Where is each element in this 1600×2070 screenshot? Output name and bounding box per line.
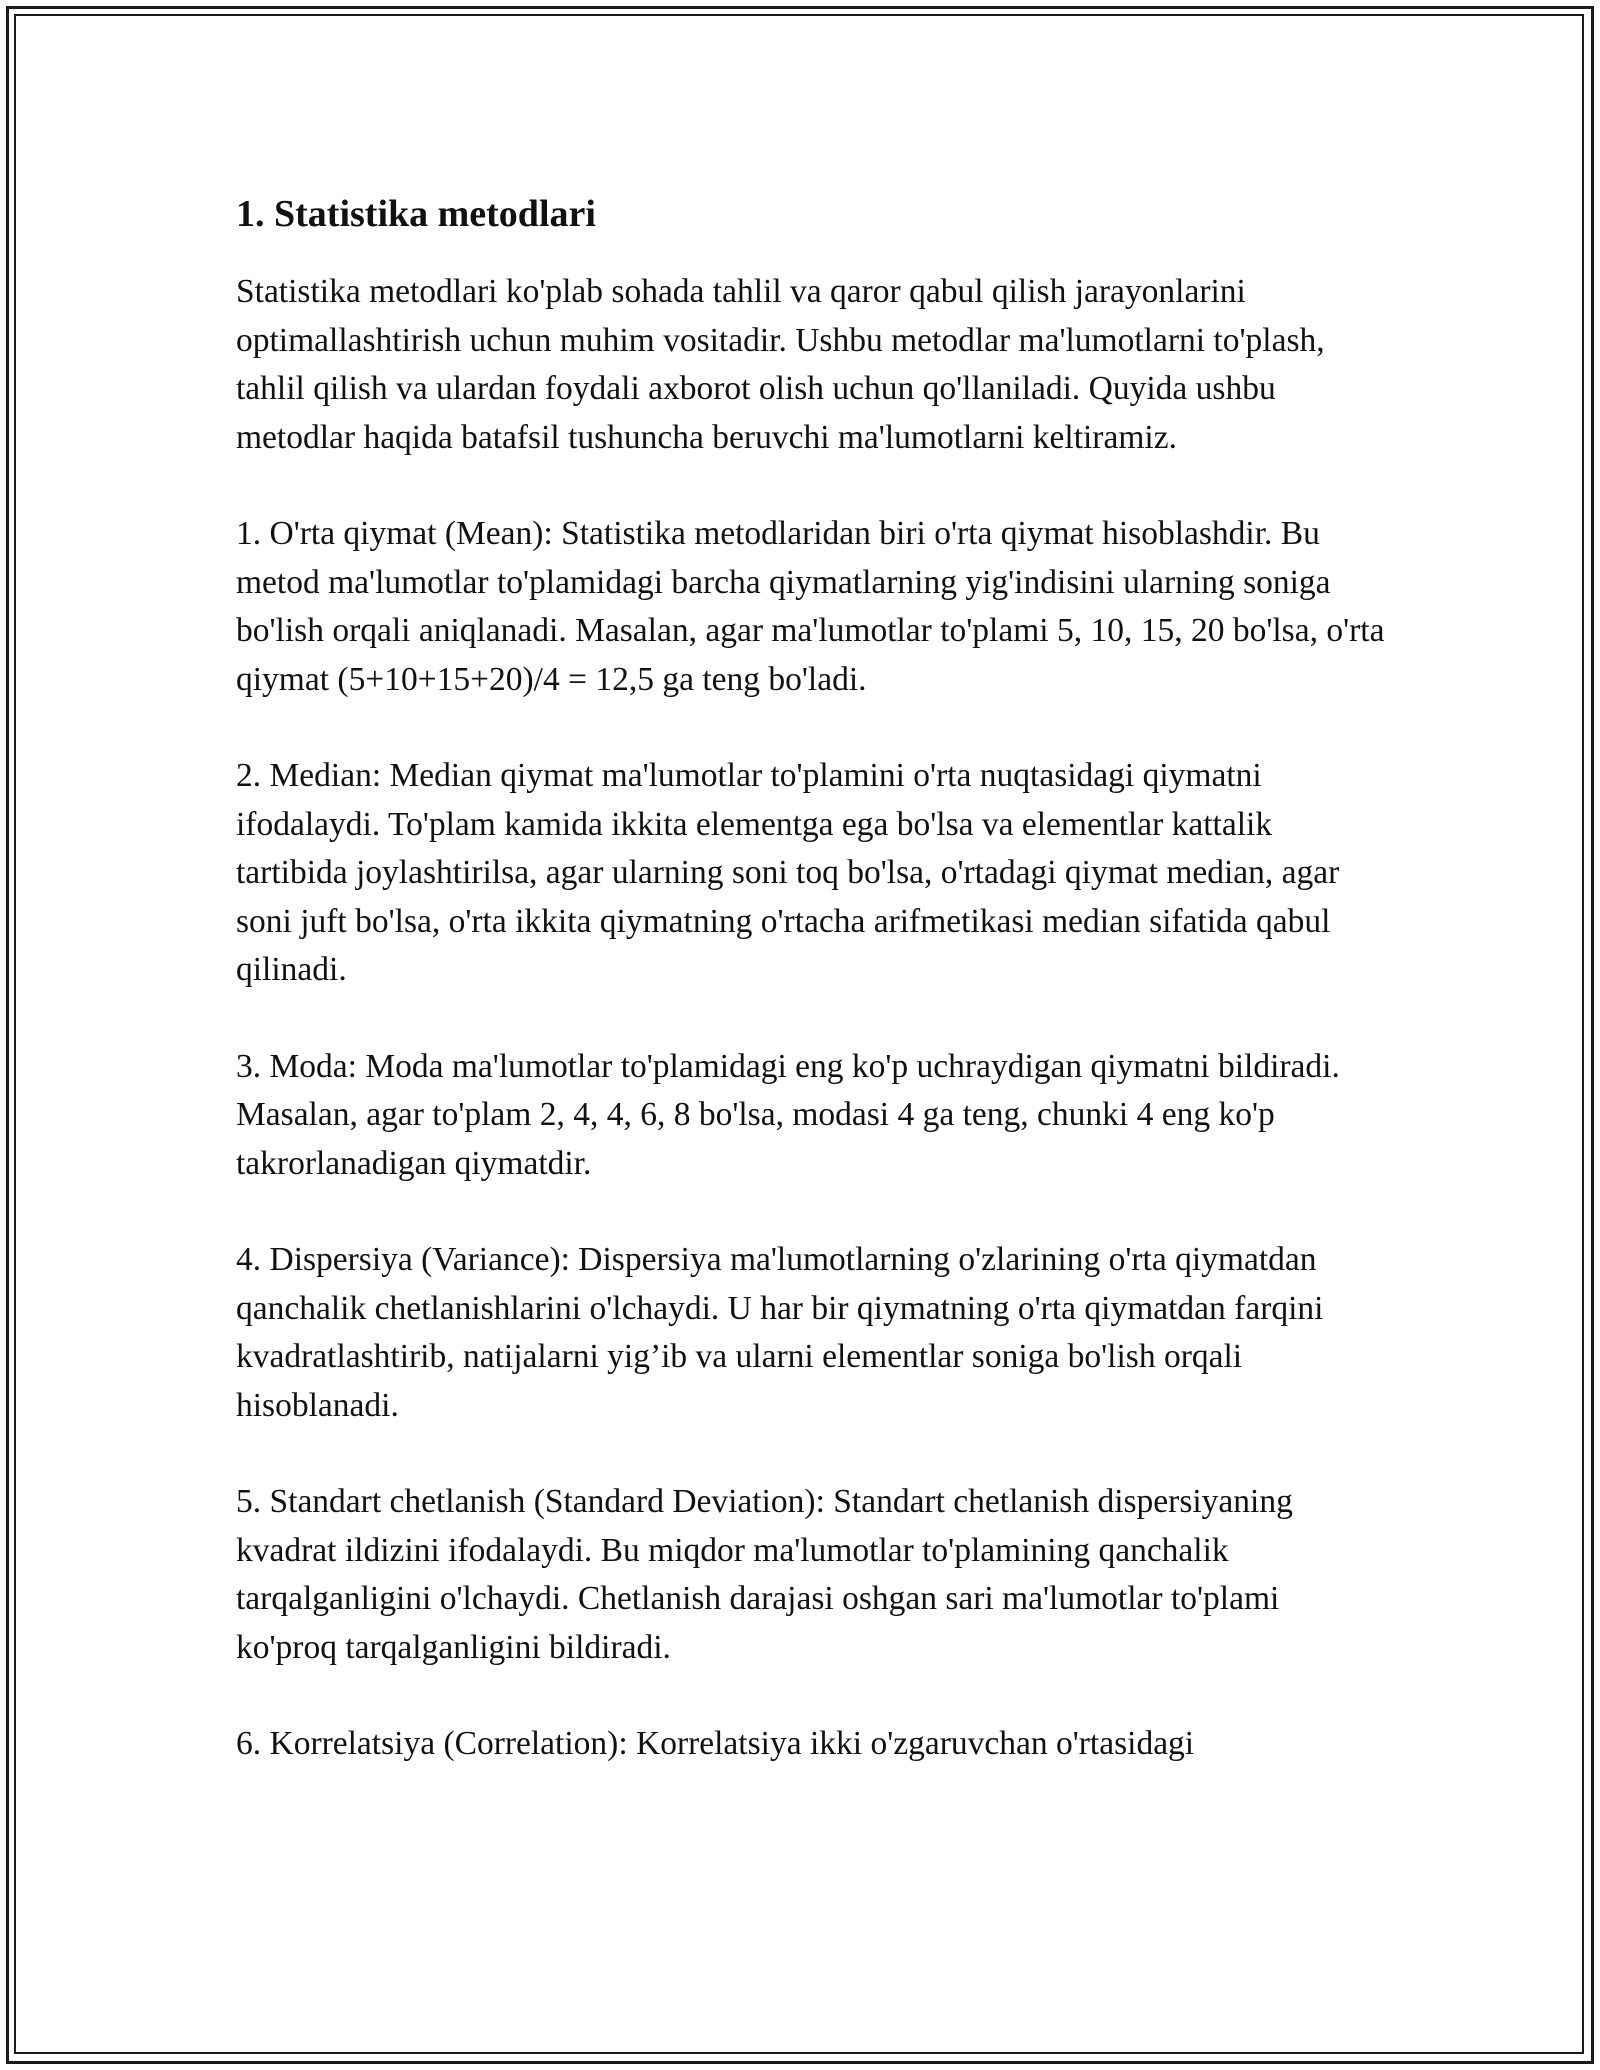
paragraph-correlation: 6. Korrelatsiya (Correlation): Korrelatsiya ikki o'zgaruvchan o'rtasidagi	[236, 1725, 1195, 1762]
paragraph-standard-deviation: 5. Standart chetlanish (Standard Deviation): Standart chetlanish dispersiyaning kvadrat ildizini ifodalaydi. Bu miqdor ma'lumotlar to'plamining qanchalik tarqalganligini o'lchaydi. Chetlanish darajasi oshgan sari ma'lumotlar to'plami ko'proq tarqalganligini bildiradi.	[236, 1483, 1293, 1666]
section-heading: 1. Statistika metodlari	[236, 193, 596, 235]
paragraph-mean: 1. O'rta qiymat (Mean): Statistika metodlaridan biri o'rta qiymat hisoblashdir. Bu metod ma'lumotlar to'plamidagi barcha qiymatlarning yig'indisini ularning soniga bo'lish orqali aniqlanadi. Masalan, agar ma'lumotlar to'plami 5, 10, 15, 20 bo'lsa, o'rta qiymat (5+10+15+20)/4 = 12,5 ga teng bo'ladi.	[236, 515, 1385, 698]
paragraph-mode: 3. Moda: Moda ma'lumotlar to'plamidagi eng ko'p uchraydigan qiymatni bildiradi. Masalan, agar to'plam 2, 4, 4, 6, 8 bo'lsa, modasi 4 ga teng, chunki 4 eng ko'p takrorlanadigan qiymatdir.	[236, 1047, 1340, 1182]
paragraph-median: 2. Median: Median qiymat ma'lumotlar to'plamini o'rta nuqtasidagi qiymatni ifodalaydi. To'plam kamida ikkita elementga ega bo'lsa va elementlar kattalik tartibida joylashtirilsa, agar ularning soni toq bo'lsa, o'rtadagi qiymat median, agar soni juft bo'lsa, o'rta ikkita qiymatning o'rtacha arifmetikasi median sifatida qabul qilinadi.	[236, 757, 1340, 988]
intro-paragraph: Statistika metodlari ko'plab sohada tahlil va qaror qabul qilish jarayonlarini optimallashtirish uchun muhim vositadir. Ushbu metodlar ma'lumotlarni to'plash, tahlil qilish va ulardan foydali axborot olish uchun qo'llaniladi. Quyida ushbu metodlar haqida batafsil tushuncha beruvchi ma'lumotlarni keltiramiz.	[236, 273, 1325, 456]
document-body	[236, 186, 1386, 1817]
paragraph-variance: 4. Dispersiya (Variance): Dispersiya ma'lumotlarning o'zlarining o'rta qiymatdan qanchalik chetlanishlarini o'lchaydi. U har bir qiymatning o'rta qiymatdan farqini kvadratlashtirib, natijalarni yig’ib va ularni elementlar soniga bo'lish orqali hisoblanadi.	[236, 1241, 1324, 1424]
